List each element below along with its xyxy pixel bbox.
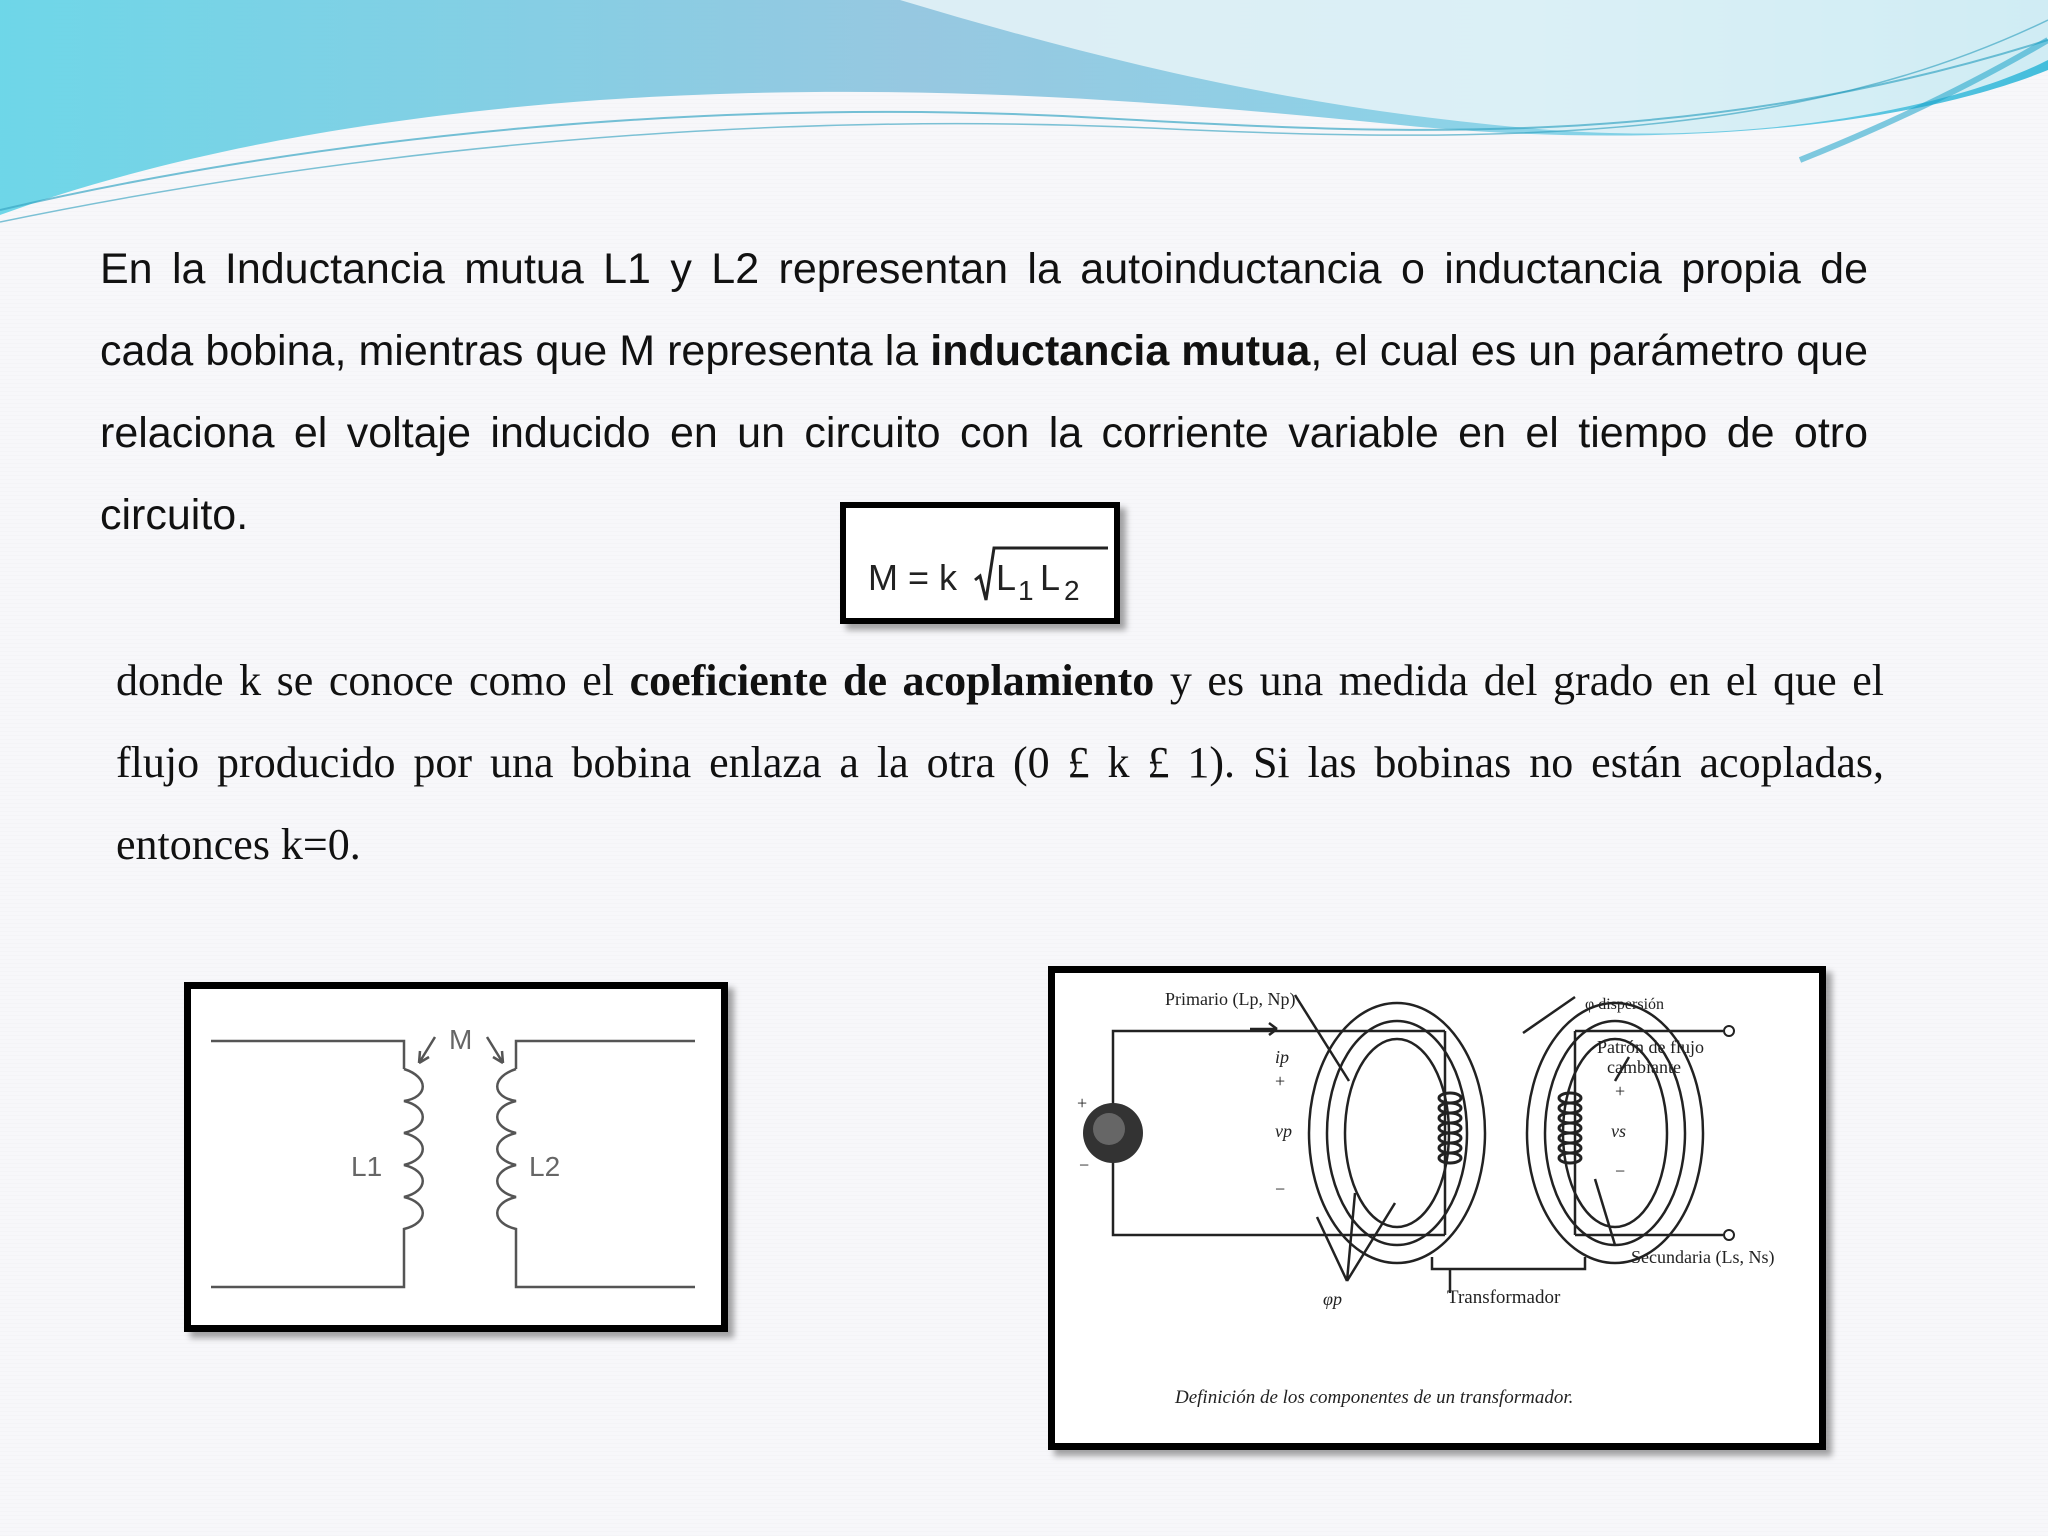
label-minus-secondary: −: [1615, 1161, 1626, 1181]
header-wave-decoration: [0, 0, 2048, 240]
label-l1: L1: [351, 1151, 383, 1182]
formula-lhs: M = k: [868, 557, 958, 598]
paragraph1-text-end: , el cual es un parámetro que relaciona el voltaje inducido en un circuito con la corriente variable en el tiempo de otro circuito.: [100, 327, 1868, 539]
terminal-bottom-icon: [1724, 1230, 1734, 1240]
mutual-inductance-figure: [184, 982, 728, 1332]
terminal-top-icon: [1724, 1026, 1734, 1036]
label-patron-2: cambiante: [1607, 1057, 1681, 1077]
formula-l2: L: [1040, 557, 1061, 598]
label-source-plus: +: [1077, 1093, 1088, 1113]
coil-l2: [497, 1069, 695, 1287]
label-secundaria: Secundaria (Ls, Ns): [1631, 1247, 1775, 1267]
formula-sub2: 2: [1064, 575, 1080, 606]
arrow-right-icon: [487, 1037, 503, 1063]
paragraph2-text-start: donde k se conoce como el: [116, 656, 630, 705]
label-vs: vs: [1611, 1121, 1626, 1141]
current-arrow-icon: [1250, 1023, 1277, 1035]
label-m: M: [449, 1024, 473, 1055]
formula-image: [846, 508, 1126, 630]
paragraph-coeficiente-acoplamiento: [116, 640, 1884, 886]
paragraph2-bold-term: coeficiente de acoplamiento: [629, 656, 1155, 705]
paragraph1-text-start: En la Inductancia mutua L1 y L2 representan la autoinductancia o inductancia propia de cada bobina, mientras que M representa la: [100, 245, 1868, 375]
mutual-inductance-diagram: [191, 989, 721, 1325]
label-minus-primary: −: [1275, 1179, 1286, 1199]
label-vp: vp: [1275, 1121, 1292, 1141]
label-patron-1: Patrón de flujo: [1597, 1037, 1704, 1057]
label-primario: Primario (Lp, Np): [1165, 989, 1296, 1009]
label-transformador: Transformador: [1447, 1287, 1561, 1308]
formula-sub1: 1: [1018, 575, 1034, 606]
coil-l1: [211, 1069, 423, 1287]
paragraph2-text-end: y es una medida del grado en el que el flujo producido por una bobina enlaza a la otra (0 £ k £ 1). Si las bobinas no están acopladas, entonces k=0.: [116, 656, 1884, 869]
label-phi-dispersion: φ dispersión: [1585, 996, 1665, 1013]
formula-box: [840, 502, 1120, 624]
formula-l1: L: [996, 557, 1017, 598]
label-plus-secondary: +: [1615, 1081, 1626, 1101]
label-l2: L2: [529, 1151, 561, 1182]
transformer-figure: [1048, 966, 1826, 1450]
label-plus-primary: +: [1275, 1071, 1286, 1091]
arrow-left-icon: [419, 1037, 435, 1063]
transformer-diagram: [1055, 973, 1819, 1443]
label-phi-p: φp: [1323, 1289, 1342, 1309]
paragraph1-bold-term: inductancia mutua: [930, 327, 1311, 375]
figure-caption: Definición de los componentes de un transformador.: [1175, 1387, 1574, 1408]
label-ip: ip: [1275, 1047, 1290, 1067]
label-source-minus: −: [1079, 1155, 1090, 1175]
